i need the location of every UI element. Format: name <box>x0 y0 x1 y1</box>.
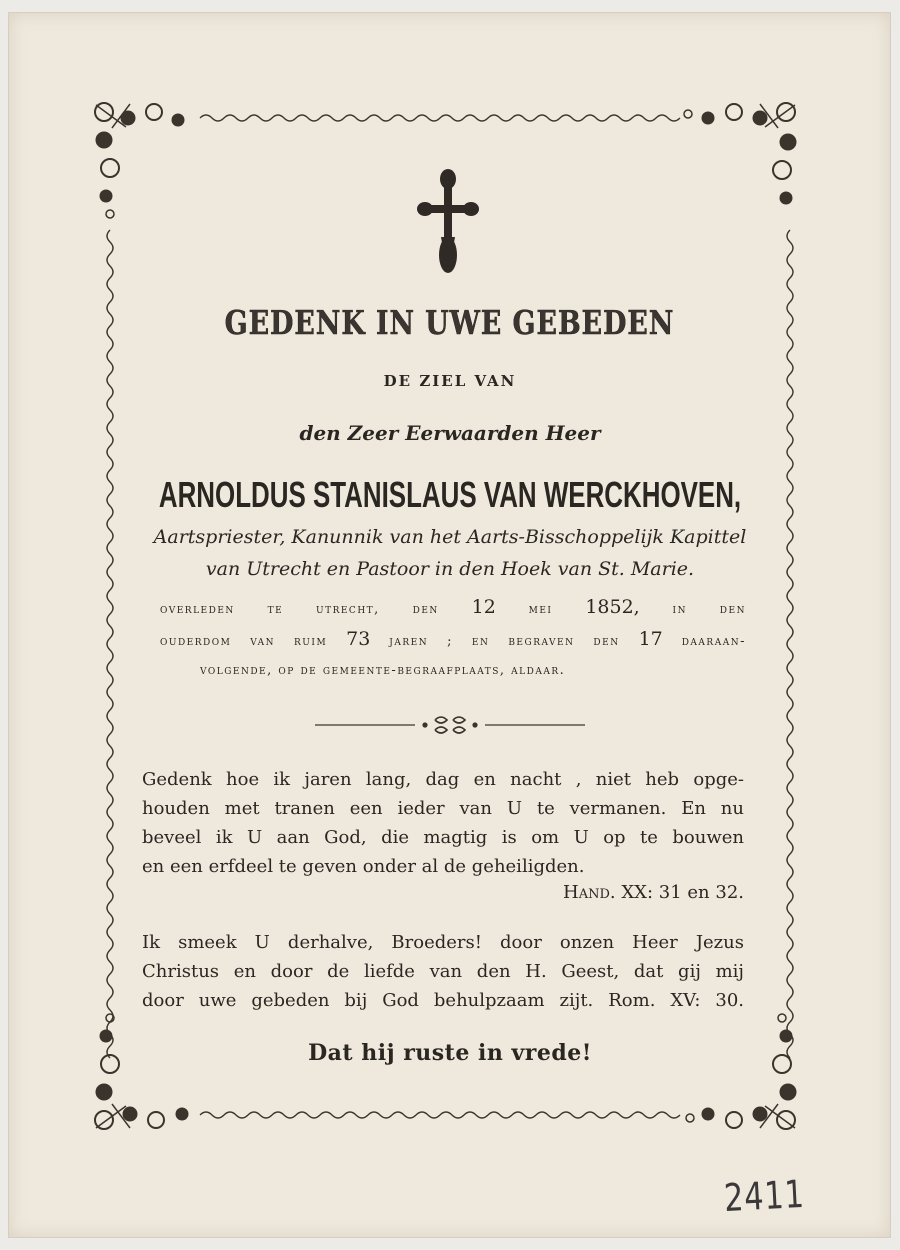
right-wavy-line <box>787 230 793 1058</box>
obituary-line-1 <box>160 596 746 618</box>
obituary-line-3: volgende, op de gemeente-begraafplaats, aldaar. <box>200 663 566 678</box>
left-wavy-line <box>107 230 113 1058</box>
obit-text: ouderdom van ruim <box>160 634 328 649</box>
verse-1-line-1: Gedenk hoe ik jaren lang, dag en nacht , niet heb opge- <box>142 769 744 790</box>
catalog-number: 2411 <box>722 1171 806 1221</box>
verse-1-line-2: houden met tranen een ieder van U te vermanen. En nu <box>142 798 744 819</box>
bottom-wavy-line <box>200 1112 680 1118</box>
burial-day: 17 <box>638 628 663 650</box>
verse-1-reference <box>563 882 744 903</box>
corner-ornament-bottom-right <box>686 1014 796 1129</box>
verse-2-line-2: Christus en door de liefde van den H. Geest, dat gij mij <box>142 961 744 982</box>
role-line-2: van Utrecht en Pastoor in den Hoek van St. Marie. <box>205 558 695 580</box>
obituary-line-2 <box>160 628 746 650</box>
verse-1-line-3: beveel ik U aan God, die magtig is om U op te bouwen <box>142 827 744 848</box>
obit-text: daaraan- <box>681 634 746 649</box>
verse-2-line-3: door uwe gebeden bij God behulpzaam zijt. Rom. XV: 30. <box>142 990 744 1011</box>
obit-text: jaren ; en begraven den <box>389 634 620 649</box>
divider-ornament <box>315 712 585 738</box>
reference-chapter: XX: 31 en 32. <box>621 882 744 903</box>
corner-ornament-top-right <box>684 103 796 204</box>
verse-1-line-4: en een erfdeel te geven onder al de geheiligden. <box>142 856 585 877</box>
age: 73 <box>346 628 371 650</box>
reference-book: Hand. <box>563 882 616 903</box>
death-year: 1852, <box>585 596 640 618</box>
deceased-name: ARNOLDUS STANISLAUS VAN WERCKHOVEN, <box>158 474 742 515</box>
soul-line: DE ZIEL VAN <box>383 372 517 390</box>
corner-ornament-top-left <box>95 103 184 218</box>
verse-2-line-1: Ik smeek U derhalve, Broeders! door onzen Heer Jezus <box>142 932 744 953</box>
honorific-line: den Zeer Eerwaarden Heer <box>299 421 601 445</box>
closing-prayer: Dat hij ruste in vrede! <box>308 1040 592 1066</box>
top-wavy-line <box>200 115 680 121</box>
obit-text: in den <box>672 602 746 617</box>
death-day: 12 <box>471 596 496 618</box>
cross-icon <box>417 167 479 277</box>
obit-text: overleden te utrecht, den <box>160 602 439 617</box>
obit-text: mei <box>528 602 553 617</box>
corner-ornament-bottom-left <box>95 1014 188 1129</box>
card-title: GEDENK IN UWE GEBEDEN <box>224 303 675 342</box>
role-line-1: Aartspriester, Kanunnik van het Aarts-Bisschoppelijk Kapittel <box>153 526 747 548</box>
